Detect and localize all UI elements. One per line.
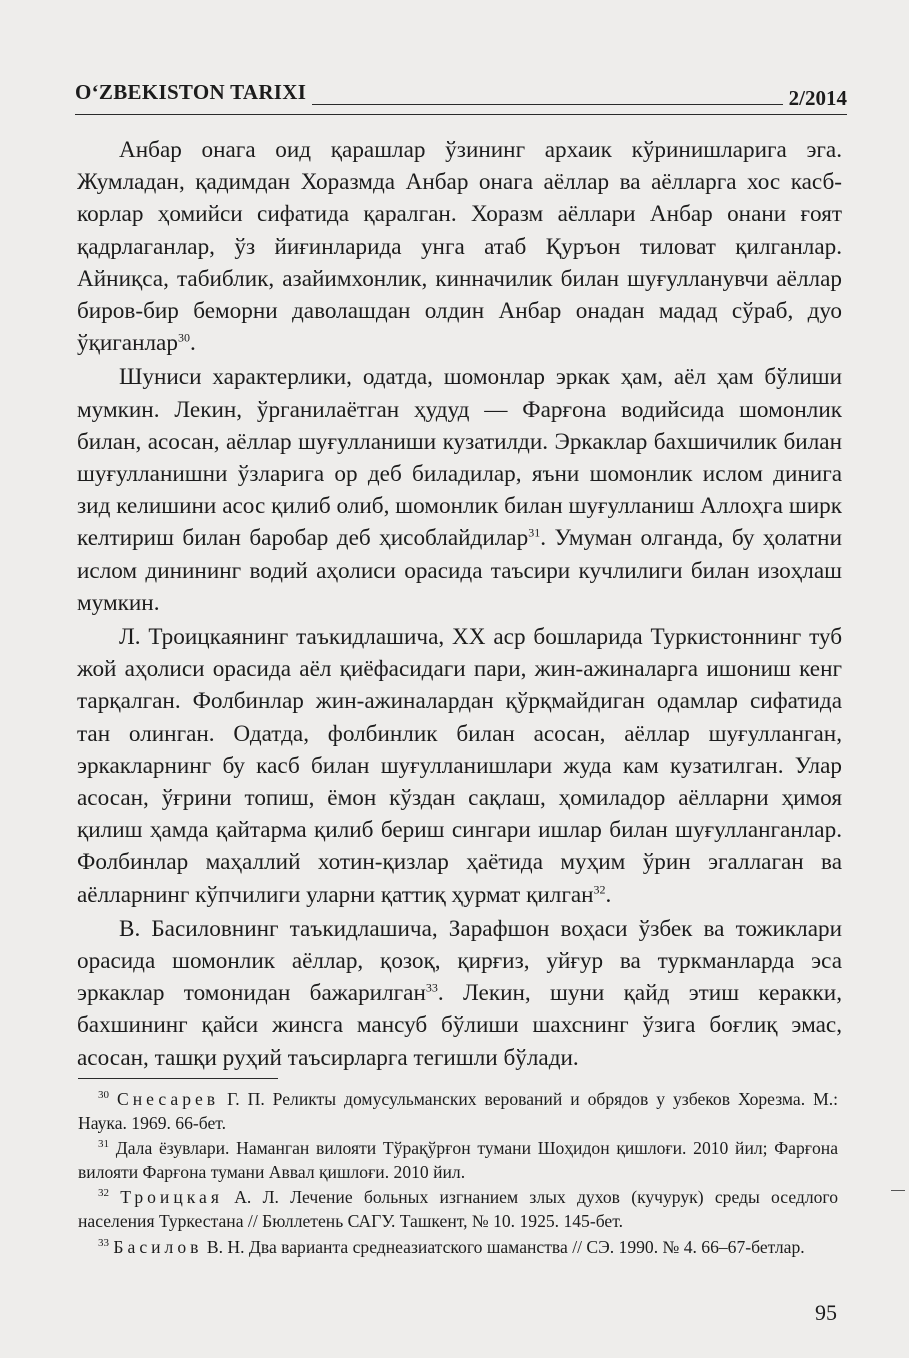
footnote-text: В. Н. Два варианта среднеазиатского шаманства // СЭ. 1990. № 4. 66–67-бетлар. [202,1236,805,1257]
journal-title: O‘ZBEKISTON TARIXI [75,80,312,105]
paragraph [77,134,842,359]
paragraph [77,361,842,619]
footnote [78,1186,838,1233]
header-rule [75,114,847,115]
footnote-text: А. Л. Лечение больных изгнанием злых духов (кучурук) среды оседлого населения Туркестана // Бюллетень САГУ. Ташкент, № 10. 1925. 145-бет. [78,1187,838,1231]
footnote-separator [78,1078,278,1079]
issue-number: 2/2014 [783,86,847,111]
footnote-ref[interactable]: 32 [593,881,606,896]
paragraph [77,621,842,911]
footnote-number: 32 [98,1187,109,1200]
margin-mark [891,1190,905,1191]
footnote-author: Снесарев [116,1089,220,1109]
page-number: 95 [815,1300,837,1325]
footnote-author: Басилов [113,1236,203,1257]
article-body [77,134,842,1076]
footnote-number: 33 [98,1236,109,1249]
footnote-text: Дала ёзувлари. Наманган вилояти Тўрақўрғон тумани Шоҳидон қишлоғи. 2010 йил; Фарғона вилояти Фарғона тумани Аввал қишлоғи. 2010 йил. [78,1138,839,1182]
running-header [75,80,847,112]
footnote [78,1137,838,1184]
paragraph-text: В. Басиловнинг таъкидлашича, Зарафшон воҳаси ўзбек ва тожиклари орасида шомонлик аёллар, қозоқ, қирғиз, уйғур ва туркманларда эса эркаклар томонидан бажарилган [77,915,842,1007]
paragraph-text: Анбар онага оид қарашлар ўзининг архаик кўринишларига эга. Жумладан, қадимдан Хоразмда Анбар онага аёллар ва аёлларга хос касб-корлар ҳомийси сифатида қаралган. Хоразм аёллари Анбар онани ғоят қадрлаганлар, ўз йиғинларида унга атаб Қуръон тиловат қилганлар. Айниқса, табиблик, азайимхонлик, кинначилик билан шуғулланувчи аёллар биров-бир беморни даволашдан олдин Анбар онадан мадад сўраб, дуо ўқиганлар [77,137,842,357]
footnote-number: 31 [98,1138,109,1151]
footnote-ref[interactable]: 30 [177,330,190,345]
footnote-text: Г. П. Реликты домусульманских верований и обрядов у узбеков Хорезма. М.: Наука. 1969. 66-бет. [78,1089,839,1133]
paragraph-text: Шуниси характерлики, одатда, шомонлар эркак ҳам, аёл ҳам бўлиши мумкин. Лекин, ўрганилаётган ҳудуд — Фарғона водийсида шомонлик билан, асосан, аёллар шуғулланиши кузатилди. Эркаклар бахшичилик билан шуғулланишни ўзларига ор деб биладилар, яъни шомонлик ислом динига зид келишини асос қилиб олиб, шомонлик билан шуғулланиш Аллоҳга ширк келтириш билан баробар деб ҳисоблайдилар [77,364,842,552]
footnote-ref[interactable]: 31 [528,525,541,540]
paragraph [77,913,842,1074]
paragraph-text: . Умуман олганда, бу ҳолатни ислом динининг водий аҳолиси орасида таъсири кучлилиги билан изоҳлаш мумкин. [77,525,842,616]
paragraph-text: . [189,330,196,357]
footnote [78,1236,838,1260]
paragraph-text: . [605,881,612,908]
footnote-ref[interactable]: 33 [425,980,438,995]
footnotes [78,1088,838,1261]
footnote-number: 30 [98,1089,109,1102]
footnote-author: Троицкая [120,1187,223,1208]
paragraph-text: . Лекин, шуни қайд этиш керакки, бахшининг қайси жинсга мансуб бўлиши шахснинг ўзига боғлиқ эмас, асосан, ташқи руҳий таъсирларга тегишли бўлади. [77,980,842,1071]
footnote [78,1088,838,1135]
paragraph-text: Л. Троицкаянинг таъкидлашича, XX аср бошларида Туркистоннинг туб жой аҳолиси орасида аёл қиёфасидаги пари, жин-ажиналарга ишониш кенг тарқалган. Фолбинлар жин-ажиналардан қўрқмайдиган одамлар сифатида тан олинган. Одатда, фолбинлик билан асосан, аёллар шуғулланган, эркакларнинг бу касб билан шуғулланишлари жуда кам кузатилган. Улар асосан, ўғрини топиш, ёмон кўздан сақлаш, ҳомиладор аёлларни ҳимоя қилиш ҳамда қайтарма қилиб бериш сингари ишлар билан шуғулланганлар. Фолбинлар маҳаллий хотин-қизлар ҳаётида муҳим ўрин эгаллаган ва аёлларнинг кўпчилиги уларни қаттиқ ҳурмат қилган [77,624,842,908]
